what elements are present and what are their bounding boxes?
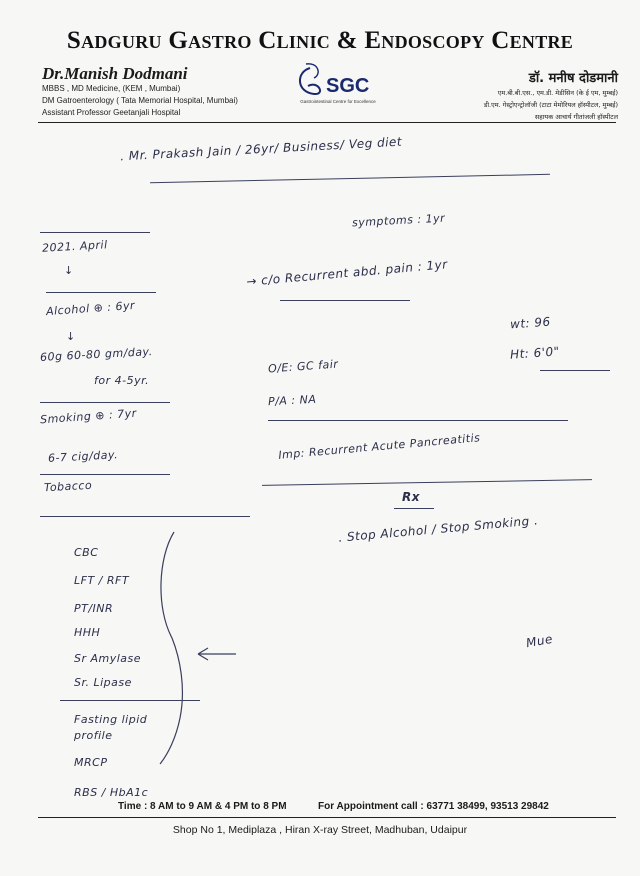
chief-complaint: → c/o Recurrent abd. pain : 1yr — [245, 257, 449, 289]
doctor-name-english: Dr.Manish Dodmani — [42, 64, 188, 83]
advice: . Stop Alcohol / Stop Smoking . — [337, 513, 539, 545]
clinic-name: Sadguru Gastro Clinic & Endoscopy Centre — [66, 27, 574, 54]
investigation-item: Sr. Lipase — [74, 676, 132, 689]
examination-finding: P/A : NA — [267, 392, 317, 409]
investigation-item: MRCP — [74, 756, 108, 769]
header-divider — [38, 122, 616, 123]
history-item: Tobacco — [43, 478, 93, 495]
history-item: 60g 60-80 gm/day. — [39, 345, 153, 364]
footer-divider — [38, 817, 616, 818]
credential-line: Assistant Professor Geetanjali Hospital — [42, 108, 181, 117]
pen-stroke — [394, 508, 434, 509]
pen-stroke — [262, 479, 592, 486]
credential-line: DM Gatroenterology ( Tata Memorial Hospital, Mumbai) — [42, 96, 238, 105]
history-item: Alcohol ⊕ : 6yr — [45, 298, 136, 319]
credential-line: MBBS , MD Medicine, (KEM , Mumbai) — [42, 84, 181, 93]
logo-tagline: Gastrointestinal Centre for Excellence — [300, 99, 376, 104]
history-item: Smoking ⊕ : 7yr — [39, 406, 138, 427]
credential-line-hindi: डी.एम. गेस्ट्रोएन्ट्रोलॉजी (टाटा मेमोरियल हॉस्पीटल, मुम्बई) — [483, 101, 618, 109]
weight: wt: 96 — [509, 314, 552, 332]
arrow-down-icon: ↓ — [66, 330, 76, 343]
logo-text: SGC — [326, 75, 370, 97]
history-item: 2021. April — [41, 238, 108, 255]
pen-stroke — [268, 420, 568, 421]
investigation-item: CBC — [74, 546, 99, 559]
impression: Imp: Recurrent Acute Pancreatitis — [277, 431, 481, 462]
pen-stroke — [540, 370, 610, 371]
history-item: for 4-5yr. — [94, 374, 150, 387]
pen-stroke — [40, 516, 250, 517]
appointment-phone: For Appointment call : 63771 38499, 93513 29842 — [318, 801, 549, 812]
credential-line-hindi: एम.बी.बी.एस., एम.डी. मेडीसिन (के ई एम, मुम्बई) — [497, 89, 618, 97]
investigation-item: Fasting lipid profile — [74, 713, 148, 742]
height: Ht: 6'0" — [509, 344, 561, 362]
clinic-hours: Time : 8 AM to 9 AM & 4 PM to 8 PM — [118, 801, 287, 812]
investigation-item: LFT / RFT — [74, 574, 130, 587]
history-item: 6-7 cig/day. — [47, 448, 119, 465]
investigation-item: RBS / HbA1c — [74, 786, 149, 799]
investigation-item: PT/INR — [74, 602, 114, 615]
pen-stroke — [40, 474, 170, 475]
symptom-duration: symptoms : 1yr — [351, 211, 446, 230]
examination-finding: O/E: GC fair — [267, 357, 339, 376]
pen-stroke — [150, 174, 550, 183]
doctor-signature: Mue — [524, 631, 554, 651]
patient-details: . Mr. Prakash Jain / 26yr/ Business/ Veg diet — [119, 134, 403, 164]
credential-line-hindi: सहायक आचार्य गीतांजली हॉस्पीटल — [534, 113, 618, 121]
pen-stroke — [40, 232, 150, 233]
pen-stroke — [40, 402, 170, 403]
pen-stroke — [46, 292, 156, 293]
clinic-address: Shop No 1, Mediplaza , Hiran X-ray Street, Madhuban, Udaipur — [172, 824, 468, 836]
arrow-down-icon: ↓ — [64, 264, 74, 277]
doctor-name-hindi: डॉ. मनीष दोडमानी — [528, 71, 618, 86]
investigation-item: HHH — [74, 626, 101, 639]
rx-symbol: Rx — [402, 490, 420, 504]
pen-stroke — [280, 300, 410, 301]
bracket-stroke — [150, 528, 250, 768]
investigation-item: Sr Amylase — [74, 652, 142, 665]
